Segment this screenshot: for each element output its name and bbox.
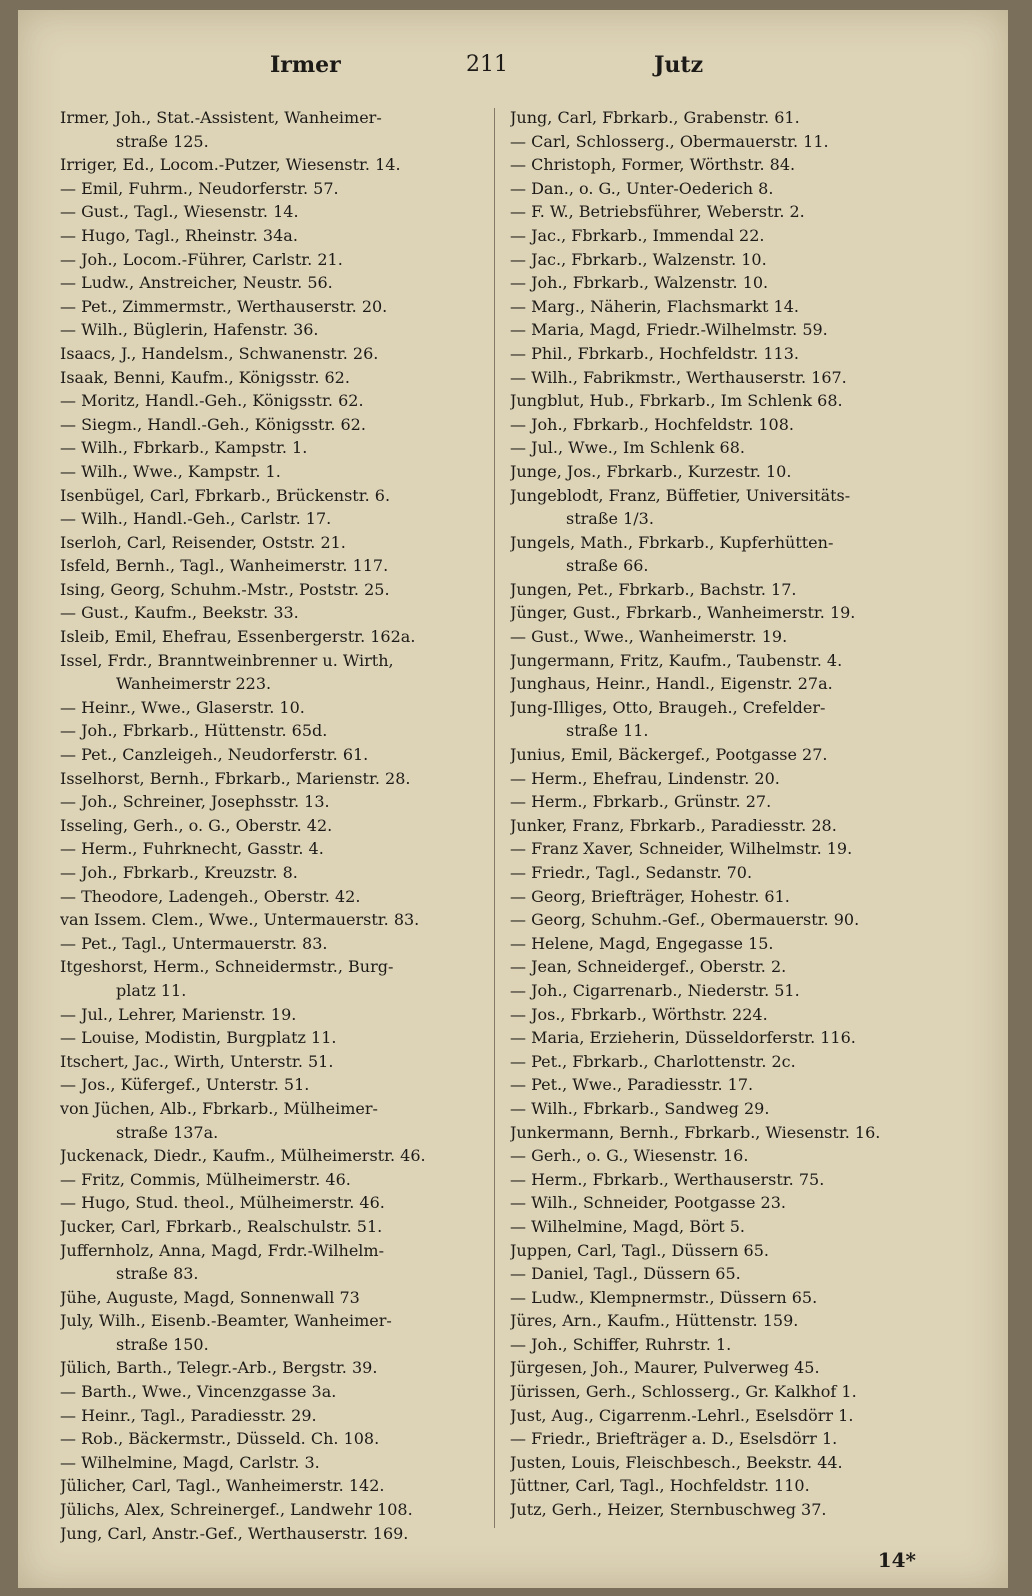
directory-entry: — Joh., Locom.-Führer, Carlstr. 21. bbox=[60, 249, 343, 269]
directory-entry: — Jos., Fbrkarb., Wörthstr. 224. bbox=[510, 1004, 768, 1024]
directory-entry: — Wilh., Wwe., Kampstr. 1. bbox=[60, 461, 281, 481]
directory-entry: — Wilh., Schneider, Pootgasse 23. bbox=[510, 1193, 786, 1213]
directory-entry: straße 150. bbox=[116, 1334, 209, 1354]
directory-entry: — Wilh., Handl.-Geh., Carlstr. 17. bbox=[60, 509, 332, 529]
directory-entry: — Herm., Fuhrknecht, Gasstr. 4. bbox=[60, 839, 324, 859]
directory-entry: Iserloh, Carl, Reisender, Oststr. 21. bbox=[60, 532, 346, 552]
directory-entry: — F. W., Betriebsführer, Weberstr. 2. bbox=[510, 202, 805, 222]
column-divider bbox=[494, 108, 495, 1528]
directory-entry: — Gust., Kaufm., Beekstr. 33. bbox=[60, 603, 299, 623]
directory-entry: — Gust., Wwe., Wanheimerstr. 19. bbox=[510, 627, 788, 647]
directory-entry: Isaak, Benni, Kaufm., Königsstr. 62. bbox=[60, 367, 350, 387]
directory-entry: Just, Aug., Cigarrenm.-Lehrl., Eselsdörr 1. bbox=[510, 1405, 854, 1425]
directory-entry: — Ludw., Anstreicher, Neustr. 56. bbox=[60, 273, 333, 293]
directory-entry: — Louise, Modistin, Burgplatz 11. bbox=[60, 1028, 337, 1048]
directory-entry: Jungels, Math., Fbrkarb., Kupferhütten- bbox=[510, 532, 834, 552]
directory-entry: van Issem. Clem., Wwe., Untermauerstr. 83. bbox=[60, 910, 420, 930]
directory-entry: Jülichs, Alex, Schreinergef., Landwehr 108. bbox=[60, 1500, 413, 1520]
directory-entry: straße 125. bbox=[116, 131, 209, 151]
page-header bbox=[18, 52, 1008, 92]
directory-entry: — Heinr., Tagl., Paradiesstr. 29. bbox=[60, 1405, 317, 1425]
directory-entry: — Jac., Fbrkarb., Immendal 22. bbox=[510, 225, 765, 245]
directory-entry: Jung-Illiges, Otto, Braugeh., Crefelder- bbox=[510, 697, 826, 717]
directory-entry: — Wilh., Fbrkarb., Sandweg 29. bbox=[510, 1098, 770, 1118]
directory-entry: — Barth., Wwe., Vincenzgasse 3a. bbox=[60, 1382, 337, 1402]
directory-entry: Junkermann, Bernh., Fbrkarb., Wiesenstr. 16. bbox=[510, 1122, 881, 1142]
directory-entry: — Jac., Fbrkarb., Walzenstr. 10. bbox=[510, 249, 767, 269]
directory-entry: Jung, Carl, Anstr.-Gef., Werthauserstr. 169. bbox=[60, 1523, 409, 1543]
directory-entry: Juppen, Carl, Tagl., Düssern 65. bbox=[510, 1240, 769, 1260]
directory-entry: Justen, Louis, Fleischbesch., Beekstr. 44. bbox=[510, 1452, 843, 1472]
directory-entry: — Wilhelmine, Magd, Bört 5. bbox=[510, 1216, 746, 1236]
directory-entry: Jünger, Gust., Fbrkarb., Wanheimerstr. 19. bbox=[510, 603, 856, 623]
directory-entry: — Georg, Briefträger, Hohestr. 61. bbox=[510, 886, 790, 906]
directory-entry: Jungen, Pet., Fbrkarb., Bachstr. 17. bbox=[510, 579, 797, 599]
directory-entry: Itgeshorst, Herm., Schneidermstr., Burg- bbox=[60, 957, 394, 977]
directory-entry: Junghaus, Heinr., Handl., Eigenstr. 27a. bbox=[510, 674, 833, 694]
directory-entry: — Christoph, Former, Wörthstr. 84. bbox=[510, 155, 796, 175]
directory-entry: — Herm., Fbrkarb., Grünstr. 27. bbox=[510, 792, 772, 812]
directory-entry: Isleib, Emil, Ehefrau, Essenbergerstr. 162a. bbox=[60, 627, 416, 647]
directory-page bbox=[18, 10, 1008, 1588]
directory-entry: — Joh., Fbrkarb., Walzenstr. 10. bbox=[510, 273, 769, 293]
directory-entry: — Gerh., o. G., Wiesenstr. 16. bbox=[510, 1146, 749, 1166]
directory-entry: Irriger, Ed., Locom.-Putzer, Wiesenstr. 14. bbox=[60, 155, 401, 175]
directory-entry: straße 137a. bbox=[116, 1122, 219, 1142]
directory-entry: — Joh., Fbrkarb., Kreuzstr. 8. bbox=[60, 863, 298, 882]
directory-entry: — Franz Xaver, Schneider, Wilhelmstr. 19. bbox=[510, 839, 853, 859]
directory-entry: Junius, Emil, Bäckergef., Pootgasse 27. bbox=[510, 745, 828, 765]
directory-entry: — Gust., Tagl., Wiesenstr. 14. bbox=[60, 202, 299, 222]
directory-entry: — Wilh., Büglerin, Hafenstr. 36. bbox=[60, 320, 319, 340]
directory-entry: Jürissen, Gerh., Schlosserg., Gr. Kalkhof 1. bbox=[510, 1382, 857, 1402]
directory-entry: July, Wilh., Eisenb.-Beamter, Wanheimer- bbox=[60, 1311, 392, 1331]
header-last-name: Jutz bbox=[654, 52, 704, 78]
directory-entry: Jungermann, Fritz, Kaufm., Taubenstr. 4. bbox=[510, 650, 843, 670]
directory-entry: — Joh., Fbrkarb., Hüttenstr. 65d. bbox=[60, 721, 328, 741]
directory-entry: — Wilh., Fbrkarb., Kampstr. 1. bbox=[60, 438, 308, 458]
directory-entry: straße 1/3. bbox=[566, 509, 654, 529]
directory-entry: Ising, Georg, Schuhm.-Mstr., Poststr. 25. bbox=[60, 579, 390, 599]
directory-entry: Itschert, Jac., Wirth, Unterstr. 51. bbox=[60, 1051, 334, 1071]
directory-entry: Jürgesen, Joh., Maurer, Pulverweg 45. bbox=[510, 1358, 820, 1378]
directory-entry: — Wilhelmine, Magd, Carlstr. 3. bbox=[60, 1452, 320, 1472]
directory-entry: — Wilh., Fabrikmstr., Werthauserstr. 167. bbox=[510, 367, 847, 387]
directory-entry: — Pet., Canzleigeh., Neudorferstr. 61. bbox=[60, 745, 369, 765]
directory-entry: Juffernholz, Anna, Magd, Frdr.-Wilhelm- bbox=[60, 1240, 384, 1260]
directory-entry: Juckenack, Diedr., Kaufm., Mülheimerstr. 46. bbox=[60, 1146, 426, 1166]
directory-entry: Isseling, Gerh., o. G., Oberstr. 42. bbox=[60, 815, 333, 835]
directory-entry: Issel, Frdr., Branntweinbrenner u. Wirth, bbox=[60, 650, 394, 670]
directory-entry: Isaacs, J., Handelsm., Schwanenstr. 26. bbox=[60, 343, 379, 363]
directory-entry: — Ludw., Klempnermstr., Düssern 65. bbox=[510, 1287, 818, 1307]
directory-entry: — Jul., Wwe., Im Schlenk 68. bbox=[510, 438, 745, 458]
directory-entry: Irmer, Joh., Stat.-Assistent, Wanheimer- bbox=[60, 108, 382, 127]
directory-entry: — Moritz, Handl.-Geh., Königsstr. 62. bbox=[60, 391, 364, 411]
directory-entry: — Maria, Magd, Friedr.-Wilhelmstr. 59. bbox=[510, 320, 828, 340]
directory-entry: — Dan., o. G., Unter-Oederich 8. bbox=[510, 178, 774, 198]
header-first-name: Irmer bbox=[270, 52, 341, 78]
directory-entry: straße 11. bbox=[566, 721, 649, 741]
directory-entry: — Siegm., Handl.-Geh., Königsstr. 62. bbox=[60, 414, 366, 434]
directory-entry: — Rob., Bäckermstr., Düsseld. Ch. 108. bbox=[60, 1429, 380, 1449]
directory-entry: — Jean, Schneidergef., Oberstr. 2. bbox=[510, 957, 787, 977]
directory-entry: — Emil, Fuhrm., Neudorferstr. 57. bbox=[60, 178, 339, 198]
directory-entry: Jung, Carl, Fbrkarb., Grabenstr. 61. bbox=[510, 108, 800, 127]
directory-entry: — Pet., Wwe., Paradiesstr. 17. bbox=[510, 1075, 754, 1095]
directory-entry: — Marg., Näherin, Flachsmarkt 14. bbox=[510, 296, 799, 316]
directory-entry: — Herm., Fbrkarb., Werthauserstr. 75. bbox=[510, 1169, 825, 1189]
directory-entry: Junker, Franz, Fbrkarb., Paradiesstr. 28. bbox=[510, 815, 837, 835]
directory-entry: Isenbügel, Carl, Fbrkarb., Brückenstr. 6. bbox=[60, 485, 391, 505]
directory-entry: — Herm., Ehefrau, Lindenstr. 20. bbox=[510, 768, 780, 788]
directory-entry: — Joh., Fbrkarb., Hochfeldstr. 108. bbox=[510, 414, 794, 434]
directory-entry: — Pet., Tagl., Untermauerstr. 83. bbox=[60, 933, 328, 953]
directory-entry: — Friedr., Tagl., Sedanstr. 70. bbox=[510, 863, 753, 882]
directory-entry: — Helene, Magd, Engegasse 15. bbox=[510, 933, 774, 953]
directory-entry: — Heinr., Wwe., Glaserstr. 10. bbox=[60, 697, 305, 717]
directory-entry: — Joh., Schiffer, Ruhrstr. 1. bbox=[510, 1334, 732, 1354]
directory-entry: — Carl, Schlosserg., Obermauerstr. 11. bbox=[510, 131, 829, 151]
left-column bbox=[60, 106, 506, 1545]
directory-entry: straße 83. bbox=[116, 1264, 199, 1284]
directory-entry: Wanheimerstr 223. bbox=[116, 674, 272, 694]
directory-entry: Jüres, Arn., Kaufm., Hüttenstr. 159. bbox=[510, 1311, 799, 1331]
directory-entry: — Jos., Küfergef., Unterstr. 51. bbox=[60, 1075, 310, 1095]
directory-entry: Jühe, Auguste, Magd, Sonnenwall 73 bbox=[60, 1287, 360, 1307]
directory-entry: — Georg, Schuhm.-Gef., Obermauerstr. 90. bbox=[510, 910, 860, 930]
directory-entry: Jüttner, Carl, Tagl., Hochfeldstr. 110. bbox=[510, 1476, 810, 1496]
printer-signature: 14* bbox=[877, 1548, 916, 1572]
directory-entry: — Daniel, Tagl., Düssern 65. bbox=[510, 1264, 741, 1284]
directory-entry: — Hugo, Tagl., Rheinstr. 34a. bbox=[60, 225, 298, 245]
directory-entry: — Joh., Schreiner, Josephsstr. 13. bbox=[60, 792, 330, 812]
directory-entry: — Jul., Lehrer, Marienstr. 19. bbox=[60, 1004, 297, 1024]
directory-entry: straße 66. bbox=[566, 556, 649, 576]
directory-entry: — Theodore, Ladengeh., Oberstr. 42. bbox=[60, 886, 361, 906]
directory-entry: — Friedr., Briefträger a. D., Eselsdörr 1. bbox=[510, 1429, 838, 1449]
directory-entry: Junge, Jos., Fbrkarb., Kurzestr. 10. bbox=[510, 461, 792, 481]
directory-entry: — Pet., Zimmermstr., Werthauserstr. 20. bbox=[60, 296, 388, 316]
directory-entry: Jülich, Barth., Telegr.-Arb., Bergstr. 39. bbox=[60, 1358, 378, 1378]
page-number: 211 bbox=[466, 52, 508, 77]
directory-entry: von Jüchen, Alb., Fbrkarb., Mülheimer- bbox=[60, 1098, 378, 1118]
directory-entry: Jungblut, Hub., Fbrkarb., Im Schlenk 68. bbox=[510, 391, 843, 411]
directory-entry: — Phil., Fbrkarb., Hochfeldstr. 113. bbox=[510, 343, 799, 363]
directory-entry: Jülicher, Carl, Tagl., Wanheimerstr. 142. bbox=[60, 1476, 385, 1496]
directory-entry: — Fritz, Commis, Mülheimerstr. 46. bbox=[60, 1169, 351, 1189]
directory-entry: — Pet., Fbrkarb., Charlottenstr. 2c. bbox=[510, 1051, 796, 1071]
directory-entry: Isselhorst, Bernh., Fbrkarb., Marienstr. 28. bbox=[60, 768, 411, 788]
directory-entry: Jutz, Gerh., Heizer, Sternbuschweg 37. bbox=[510, 1500, 827, 1520]
directory-entry: — Maria, Erzieherin, Düsseldorferstr. 116. bbox=[510, 1028, 856, 1048]
directory-entry: Jucker, Carl, Fbrkarb., Realschulstr. 51. bbox=[60, 1216, 383, 1236]
right-column bbox=[510, 106, 956, 1522]
directory-entry: — Joh., Cigarrenarb., Niederstr. 51. bbox=[510, 980, 800, 1000]
directory-entry: Jungeblodt, Franz, Büffetier, Universitäts- bbox=[510, 485, 851, 505]
directory-entry: Isfeld, Bernh., Tagl., Wanheimerstr. 117. bbox=[60, 556, 389, 576]
directory-entry: platz 11. bbox=[116, 980, 187, 1000]
directory-entry: — Hugo, Stud. theol., Mülheimerstr. 46. bbox=[60, 1193, 385, 1213]
